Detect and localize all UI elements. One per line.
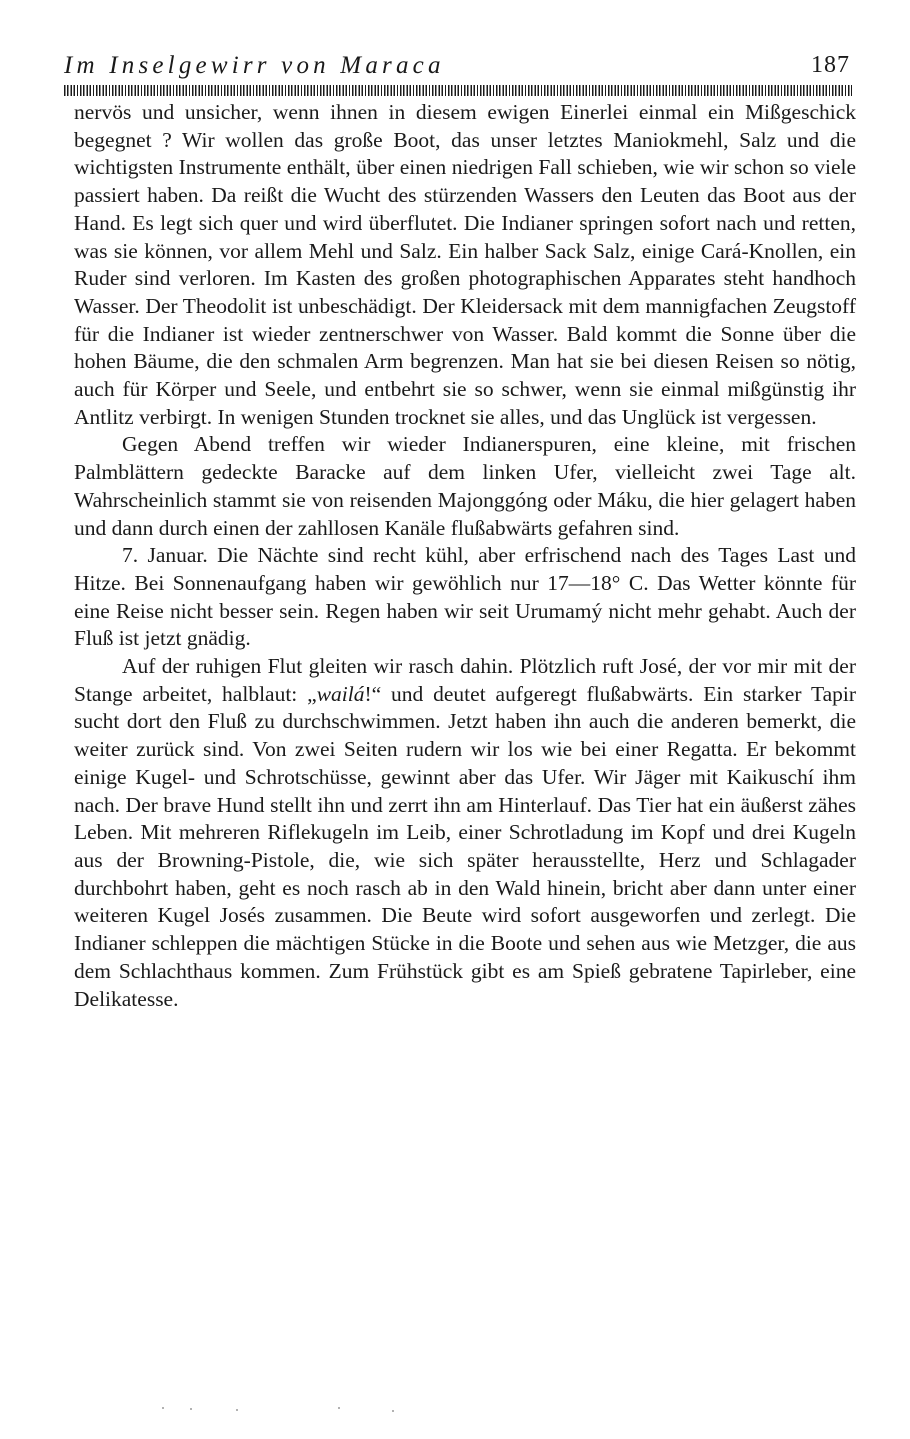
paragraph-4-italic-word: wailá (316, 681, 365, 706)
header-rule (64, 85, 852, 96)
paragraph-4 (74, 653, 856, 1013)
paragraph-4-text-after: !“ und deutet aufgeregt flußabwärts. Ein starker Tapir sucht dort den Fluß zu durchschwimmen. Jetzt haben ihn auch die anderen bemerkt, die weiter zurück sind. Von zwei Seiten rudern wir los wie bei einer Regatta. Er bekommt einige Kugel- und Schrotschüsse, gewinnt aber das Ufer. Wir Jäger mit Kaikuschí ihm nach. Der brave Hund stellt ihn und zerrt ihn am Hinterlauf. Das Tier hat ein äußerst zähes Leben. Mit mehreren Riflekugeln im Leib, einer Schrotladung im Kopf und drei Kugeln aus der Browning-Pistole, die, wie sich später herausstellte, Herz und Schlagader durchbohrt haben, geht es noch rasch ab in den Wald hinein, bricht aber dann unter einer weiteren Kugel Josés zusammen. Die Beute wird sofort ausgeworfen und zerlegt. Die Indianer schleppen die mächtigen Stücke in die Boote und sehen aus wie Metzger, die aus dem Schlachthaus kommen. Zum Frühstück gibt es am Spieß gebratene Tapirleber, eine Delikatesse. (74, 681, 857, 1011)
running-head (64, 52, 854, 82)
paragraph-2: Gegen Abend treffen wir wieder Indianerspuren, eine kleine, mit frischen Palmblättern gedeckte Baracke auf dem linken Ufer, vielleicht zwei Tage alt. Wahrscheinlich stammt sie von reisenden Majonggóng oder Máku, die hier gelagert haben und dann durch einen der zahllosen Kanäle flußabwärts gefahren sind. (74, 432, 856, 540)
scan-speck (338, 1407, 340, 1409)
paragraph-1: nervös und unsicher, wenn ihnen in diesem ewigen Einerlei einmal ein Mißgeschick begegnet ? Wir wollen das große Boot, das unser letztes Maniokmehl, Salz und die wichtigsten Instrumente enthält, über einen niedrigen Fall schieben, wie wir schon so viele passiert haben. Da reißt die Wucht des stürzenden Wassers den Leuten das Boot aus der Hand. Es legt sich quer und wird überflutet. Die Indianer springen sofort nach und retten, was sie können, vor allem Mehl und Salz. Ein halber Sack Salz, einige Cará-Knollen, ein Ruder sind verloren. Im Kasten des großen photographischen Apparates steht handhoch Wasser. Der Theodolit ist unbeschädigt. Der Kleidersack mit dem mannigfachen Zeugstoff für die Indianer ist wieder zentnerschwer von Wasser. Bald kommt die Sonne über die hohen Bäume, die den schmalen Arm begrenzen. Man hat sie bei diesen Reisen so nötig, auch für Körper und Seele, und entbehrt sie so schwer, wenn sie einmal mißgünstig ihr Antlitz verbirgt. In wenigen Stunden trocknet sie alles, und das Unglück ist vergessen. (74, 100, 856, 429)
paragraph-4-text-before: Auf der ruhigen Flut gleiten wir rasch dahin. Plötzlich ruft José, der vor mir mit der Stange arbeitet, halblaut: „ (74, 654, 856, 706)
scan-speck (392, 1410, 394, 1412)
scan-specks (150, 1405, 450, 1415)
body-text (74, 99, 856, 1013)
running-title: Im Inselgewirr von Maraca (64, 52, 445, 79)
scan-speck (190, 1408, 192, 1410)
scan-speck (236, 1409, 238, 1411)
page-number: 187 (811, 52, 850, 78)
scan-speck (162, 1407, 164, 1409)
paragraph-3: 7. Januar. Die Nächte sind recht kühl, aber erfrischend nach des Tages Last und Hitze. Bei Sonnenaufgang haben wir gewöhlich nur 17—18° C. Das Wetter könnte für eine Reise nicht besser sein. Regen haben wir seit Urumamý nicht mehr gehabt. Auch der Fluß ist jetzt gnädig. (74, 543, 856, 651)
